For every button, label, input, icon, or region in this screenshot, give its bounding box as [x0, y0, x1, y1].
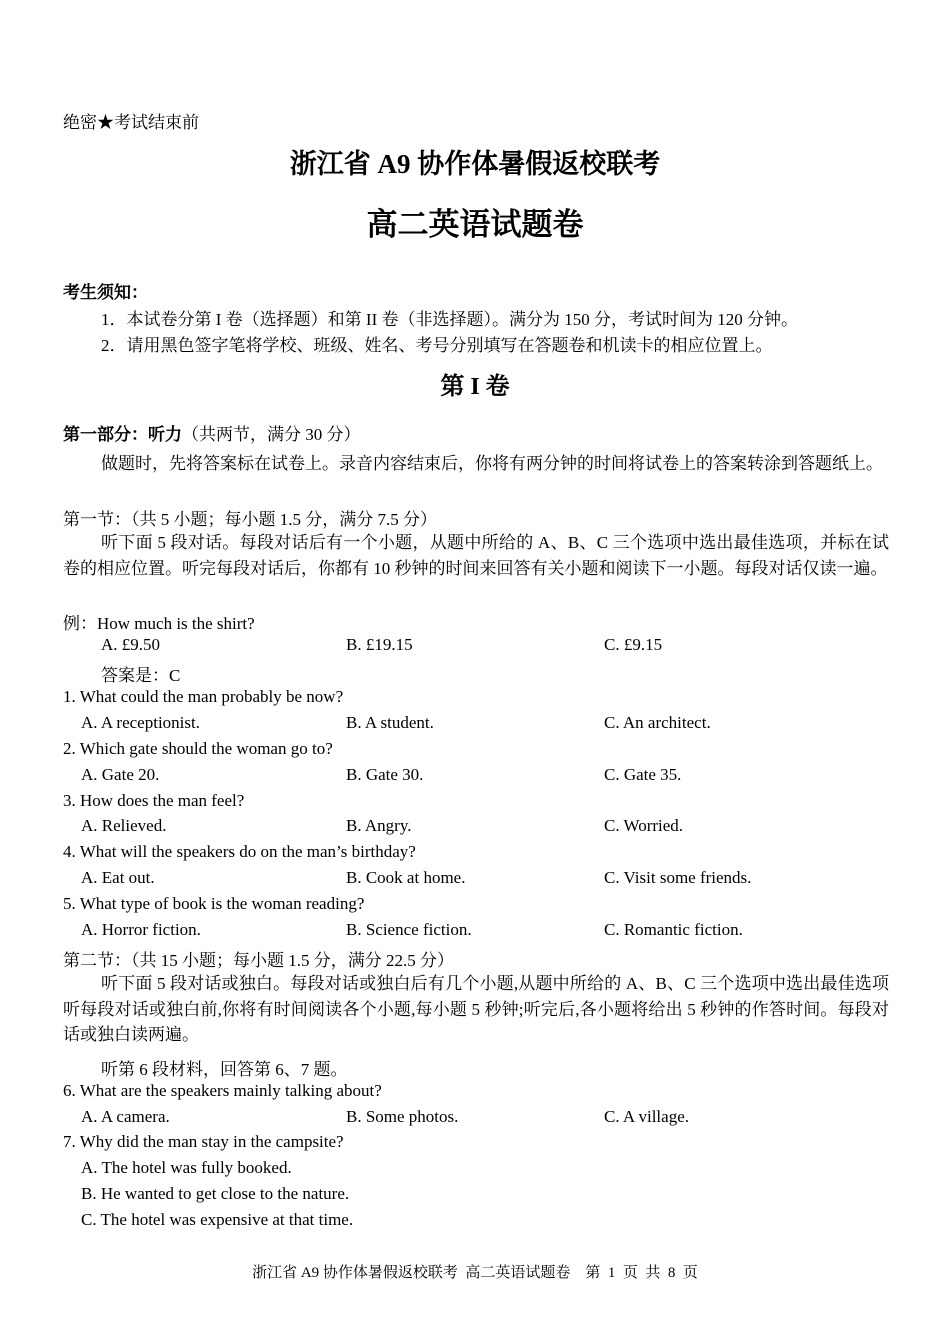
question-7: 7. Why did the man stay in the campsite? [63, 1132, 344, 1151]
q6-option-a: A. A camera. [81, 1107, 170, 1126]
example-question: 例：How much is the shirt? [63, 614, 255, 633]
question-1: 1. What could the man probably be now? [63, 687, 344, 706]
exam-subtitle: 高二英语试题卷 [366, 207, 584, 242]
q3-option-c: C. Worried. [604, 816, 684, 835]
q4-option-b: B. Cook at home. [346, 868, 466, 887]
notice-item-1: 1．本试卷分第 I 卷（选择题）和第 II 卷（非选择题）。满分为 150 分，考试时间为 120 分钟。 [101, 310, 798, 329]
q2-option-a: A. Gate 20. [81, 765, 160, 784]
part1-heading-text: 第一部分：听力 [63, 425, 182, 444]
q3-option-a: A. Relieved. [81, 816, 167, 835]
question-5: 5. What type of book is the woman reading? [63, 894, 365, 913]
section2-instruction: 听下面 5 段对话或独白。每段对话或独白后有几个小题,从题中所给的 A、B、C 三个选项中选出最佳选项听每段对话或独白前,你将有时间阅读各个小题,每小题 5 秒钟;听完后,各小题将给出 5 秒钟的作答时间。每段对话或独白读两遍。 [63, 974, 889, 1044]
q2-option-c: C. Gate 35. [604, 765, 682, 784]
q7-option-c: C. The hotel was expensive at that time. [81, 1210, 354, 1229]
exam-title: 浙江省 A9 协作体暑假返校联考 [289, 149, 661, 179]
part1-heading [63, 420, 361, 445]
q5-option-b: B. Science fiction. [346, 920, 472, 939]
q3-option-b: B. Angry. [346, 816, 412, 835]
volume-heading: 第 I 卷 [440, 374, 510, 400]
example-answer: 答案是：C [101, 666, 181, 685]
q6-option-b: B. Some photos. [346, 1107, 459, 1126]
example-option-a: A. £9.50 [101, 635, 161, 654]
question-4: 4. What will the speakers do on the man’s birthday? [63, 842, 416, 861]
notice-item-2: 2．请用黑色签字笔将学校、班级、姓名、考号分别填写在答题卷和机读卡的相应位置上。 [101, 336, 773, 355]
q7-option-b: B. He wanted to get close to the nature. [81, 1184, 350, 1203]
notice-heading: 考生须知： [63, 283, 148, 302]
question-2: 2. Which gate should the woman go to? [63, 739, 333, 758]
question-6: 6. What are the speakers mainly talking about? [63, 1081, 382, 1100]
q1-option-b: B. A student. [346, 713, 434, 732]
q7-option-a: A. The hotel was fully booked. [81, 1158, 292, 1177]
question-3: 3. How does the man feel? [63, 791, 245, 810]
q4-option-a: A. Eat out. [81, 868, 155, 887]
q4-option-c: C. Visit some friends. [604, 868, 752, 887]
q5-option-a: A. Horror fiction. [81, 920, 201, 939]
section1-heading: 第一节：（共 5 小题；每小题 1.5 分，满分 7.5 分） [63, 510, 437, 529]
part1-heading-note: （共两节，满分 30 分） [182, 425, 361, 444]
example-option-c: C. £9.15 [604, 635, 663, 654]
q1-option-a: A. A receptionist. [81, 713, 200, 732]
q2-option-b: B. Gate 30. [346, 765, 424, 784]
part1-instruction: 做题时，先将答案标在试卷上。录音内容结束后，你将有两分钟的时间将试卷上的答案转涂到答题纸上。 [101, 454, 883, 473]
page-footer: 浙江省 A9 协作体暑假返校联考 高二英语试题卷 第 1 页 共 8 页 [252, 1265, 698, 1281]
example-option-b: B. £19.15 [346, 635, 413, 654]
q6-option-c: C. A village. [604, 1107, 689, 1126]
q1-option-c: C. An architect. [604, 713, 711, 732]
confidential-label: 绝密★考试结束前 [63, 113, 199, 132]
q5-option-c: C. Romantic fiction. [604, 920, 743, 939]
section2-heading: 第二节：（共 15 小题；每小题 1.5 分，满分 22.5 分） [63, 951, 454, 970]
section1-instruction: 听下面 5 段对话。每段对话后有一个小题，从题中所给的 A、B、C 三个选项中选出最佳选项，并标在试卷的相应位置。听完每段对话后，你都有 10 秒钟的时间来回答有关小题和阅读下一小题。每段对话仅读一遍。 [63, 533, 889, 578]
material-6-note: 听第 6 段材料，回答第 6、7 题。 [101, 1060, 348, 1079]
